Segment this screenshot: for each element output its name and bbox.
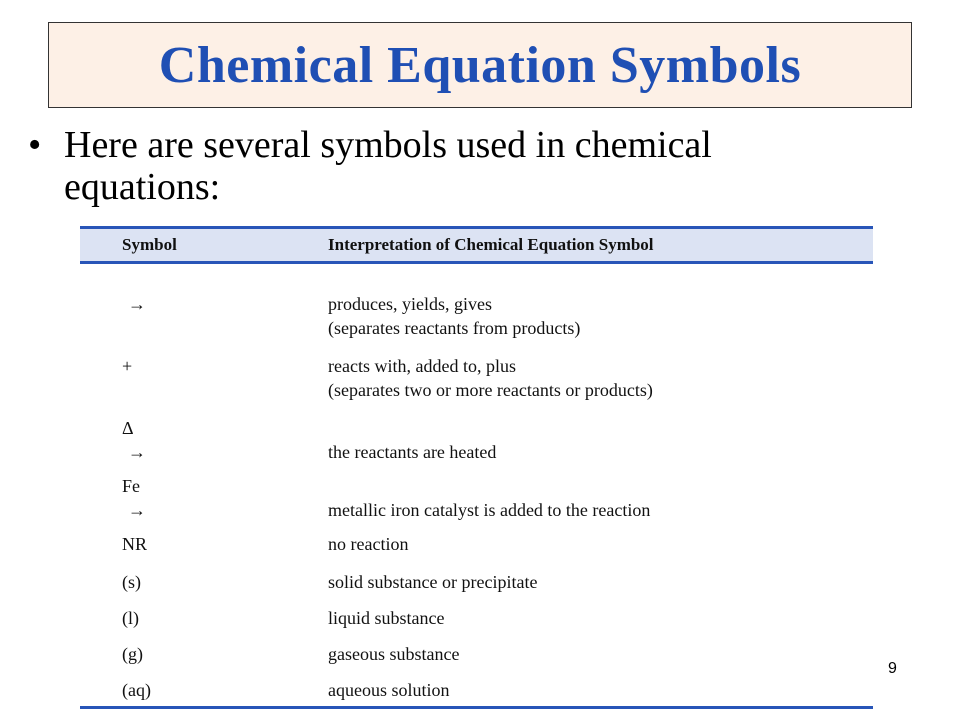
interpretation-text: no reaction xyxy=(328,534,409,554)
interpretation-text: liquid substance xyxy=(328,608,445,628)
symbol-text: Fe xyxy=(122,476,140,496)
page-number: 9 xyxy=(888,660,897,677)
bullet-point xyxy=(28,124,848,208)
table-row xyxy=(80,354,873,402)
symbol-text: → xyxy=(128,500,146,520)
interpretation-cell xyxy=(328,570,873,594)
interpretation-cell xyxy=(328,292,873,340)
bullet-text: Here are several symbols used in chemical equations: xyxy=(64,124,712,208)
interpretation-cell xyxy=(328,474,873,522)
interpretation-text: solid substance or precipitate xyxy=(328,572,538,592)
interpretation-text: produces, yields, gives xyxy=(328,294,492,314)
interpretation-cell xyxy=(328,678,873,702)
symbol-cell xyxy=(80,292,328,340)
interpretation-text xyxy=(328,474,873,498)
symbol-text: (s) xyxy=(122,572,141,592)
interpretation-text: reacts with, added to, plus xyxy=(328,356,516,376)
interpretation-cell xyxy=(328,532,873,556)
table-row xyxy=(80,570,873,594)
interpretation-text: (separates reactants from products) xyxy=(328,318,581,338)
symbol-text: → xyxy=(128,294,146,314)
title-box xyxy=(48,22,912,108)
table-row xyxy=(80,292,873,340)
symbol-cell xyxy=(80,570,328,594)
bullet-marker: • xyxy=(28,124,42,166)
interpretation-cell xyxy=(328,416,873,464)
symbol-cell xyxy=(80,474,328,522)
symbol-cell xyxy=(80,642,328,666)
symbol-cell xyxy=(80,354,328,402)
symbol-text: (g) xyxy=(122,644,143,664)
symbol-text: NR xyxy=(122,534,148,554)
table-row xyxy=(80,532,873,556)
header-interpretation: Interpretation of Chemical Equation Symbol xyxy=(328,235,654,254)
interpretation-text: the reactants are heated xyxy=(328,442,497,462)
symbol-cell xyxy=(80,532,328,556)
header-symbol: Symbol xyxy=(122,235,177,254)
interpretation-text: aqueous solution xyxy=(328,680,450,700)
interpretation-text xyxy=(328,416,873,440)
symbol-text: + xyxy=(122,356,133,376)
symbol-text: (aq) xyxy=(122,680,151,700)
table-row xyxy=(80,606,873,630)
symbol-cell xyxy=(80,606,328,630)
interpretation-text: metallic iron catalyst is added to the reaction xyxy=(328,500,651,520)
symbol-cell xyxy=(80,678,328,702)
symbol-cell xyxy=(80,416,328,464)
symbols-table xyxy=(80,226,873,709)
interpretation-cell xyxy=(328,606,873,630)
interpretation-text: gaseous substance xyxy=(328,644,460,664)
table-row xyxy=(80,416,873,464)
interpretation-cell xyxy=(328,642,873,666)
interpretation-text: (separates two or more reactants or products) xyxy=(328,380,653,400)
interpretation-cell xyxy=(328,354,873,402)
table-row xyxy=(80,642,873,666)
symbol-text: → xyxy=(128,442,146,462)
table-body xyxy=(80,292,873,709)
table-header xyxy=(80,226,873,264)
table-row xyxy=(80,474,873,522)
symbol-text: Δ xyxy=(122,418,134,438)
table-row xyxy=(80,678,873,702)
slide-title: Chemical Equation Symbols xyxy=(158,36,802,94)
symbol-text: (l) xyxy=(122,608,139,628)
